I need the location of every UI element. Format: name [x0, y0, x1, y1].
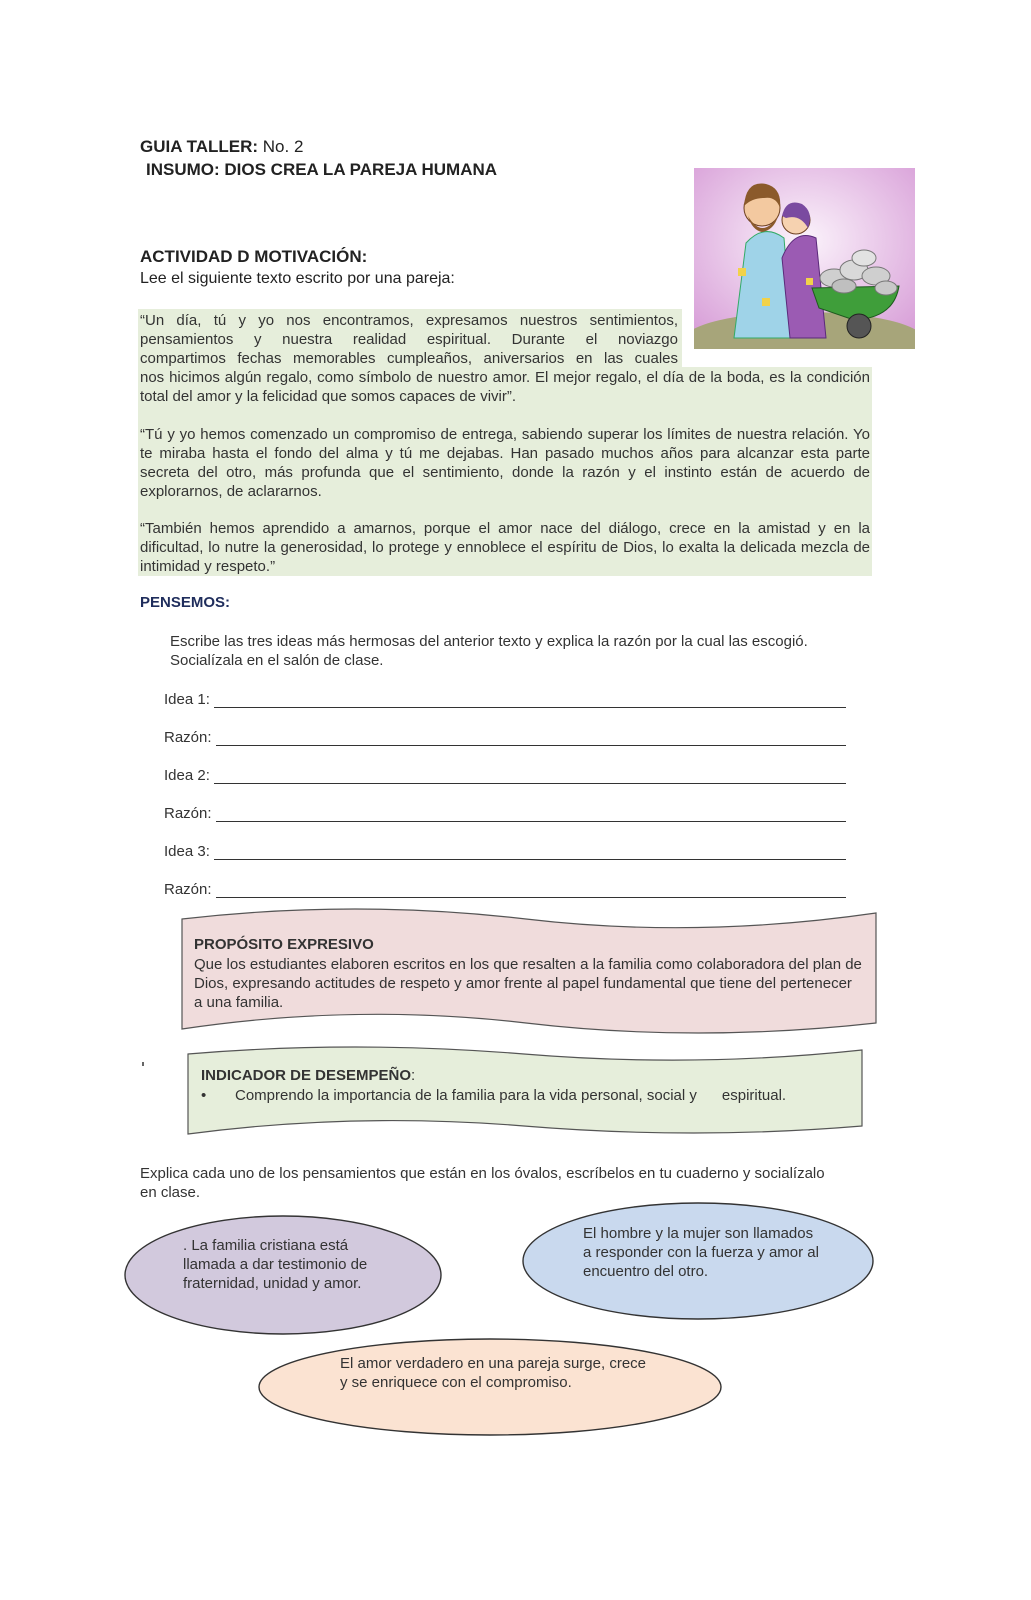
indicador-item-text: Comprendo la importancia de la familia para la vida personal, social y espiritual.: [235, 1087, 787, 1104]
oval-3-text: El amor verdadero en una pareja surge, crece y se enriquece con el compromiso.: [340, 1355, 647, 1391]
answer-rule[interactable]: [214, 693, 846, 708]
indicador-title-text: INDICADOR DE DESEMPEÑO: [201, 1067, 412, 1084]
reading-line: pensamientos y nuestra realidad espiritual. Durante el noviazgo: [140, 331, 678, 348]
oval-2-text: El hombre y la mujer son llamados a responder con la fuerza y amor al encuentro del otro.: [583, 1225, 819, 1280]
couple-wheelbarrow-image: [694, 168, 915, 349]
stray-mark: [142, 1062, 144, 1066]
proposito-text: Que los estudiantes elaboren escritos en los que resalten a la familia como colaboradora del plan de Dios, expresando actitudes de respeto y amor frente al papel fundamental que tiene del pertenecer a una familia.: [194, 956, 862, 1011]
reason-1-label: Razón:: [164, 729, 212, 746]
activity-subtitle: Lee el siguiente texto escrito por una pareja:: [140, 270, 455, 287]
reason-3-line[interactable]: [164, 878, 846, 898]
bullet-icon: •: [201, 1087, 207, 1104]
reading-p1-narrow: [140, 311, 678, 368]
idea-3-line[interactable]: [164, 840, 846, 860]
reading-line: compartimos fechas memorables cumpleaños, aniversarios en las cuales: [140, 350, 678, 367]
pensemos-title: PENSEMOS:: [140, 594, 231, 611]
guide-label: GUIA TALLER:: [140, 137, 259, 156]
idea-1-line[interactable]: [164, 688, 846, 708]
indicador-colon: :: [411, 1067, 416, 1084]
explica-instruction: Explica cada uno de los pensamientos que están en los óvalos, escríbelos en tu cuaderno y socialízalo en clase.: [140, 1165, 825, 1201]
reading-line: “Un día, tú y yo nos encontramos, expresamos nuestros sentimientos,: [140, 312, 678, 329]
insumo-title: INSUMO: DIOS CREA LA PAREJA HUMANA: [146, 160, 498, 179]
oval-1-text: . La familia cristiana está llamada a dar testimonio de fraternidad, unidad y amor.: [183, 1237, 368, 1292]
reading-p3: “También hemos aprendido a amarnos, porque el amor nace del diálogo, crece en la amistad y en la dificultad, lo nutre la generosidad, lo protege y ennoblece el espíritu de Dios, lo exalta la delicada mezcla de intimidad y respeto.”: [140, 520, 870, 575]
reading-p2: “Tú y yo hemos comenzado un compromiso de entrega, sabiendo superar los límites de nuestra relación. Yo te miraba hasta el fondo del alma y tú me dejabas. Han pasado muchos años para alcanzar esta parte secreta del otro, más profunda que el sentimiento, donde la razón y el instinto están de acuerdo de explorarnos, de aclararnos.: [140, 426, 870, 500]
reason-2-label: Razón:: [164, 805, 212, 822]
reason-1-line[interactable]: [164, 726, 846, 746]
answer-rule[interactable]: [216, 883, 846, 898]
answer-rule[interactable]: [216, 731, 846, 746]
couple-illustration: [694, 168, 915, 349]
guide-number: No. 2: [262, 137, 304, 156]
reading-p1-rest: nos hicimos algún regalo, como símbolo de nuestro amor. El mejor regalo, el día de la boda, es la condición total del amor y la felicidad que somos capaces de vivir”.: [140, 369, 870, 405]
idea-3-label: Idea 3:: [164, 843, 210, 860]
pensemos-instruction: Escribe las tres ideas más hermosas del anterior texto y explica la razón por la cual las escogió. Socialízala en el salón de clase.: [170, 633, 808, 669]
answer-rule[interactable]: [214, 769, 846, 784]
activity-title: ACTIVIDAD D MOTIVACIÓN:: [140, 247, 368, 266]
indicador-item: [201, 1086, 851, 1105]
answer-rule[interactable]: [216, 807, 846, 822]
idea-2-label: Idea 2:: [164, 767, 210, 784]
reason-3-label: Razón:: [164, 881, 212, 898]
idea-2-line[interactable]: [164, 764, 846, 784]
guide-title: [140, 137, 303, 157]
indicador-title: [201, 1066, 415, 1085]
proposito-title: PROPÓSITO EXPRESIVO: [194, 936, 374, 953]
answer-rule[interactable]: [214, 845, 846, 860]
reason-2-line[interactable]: [164, 802, 846, 822]
idea-1-label: Idea 1:: [164, 691, 210, 708]
